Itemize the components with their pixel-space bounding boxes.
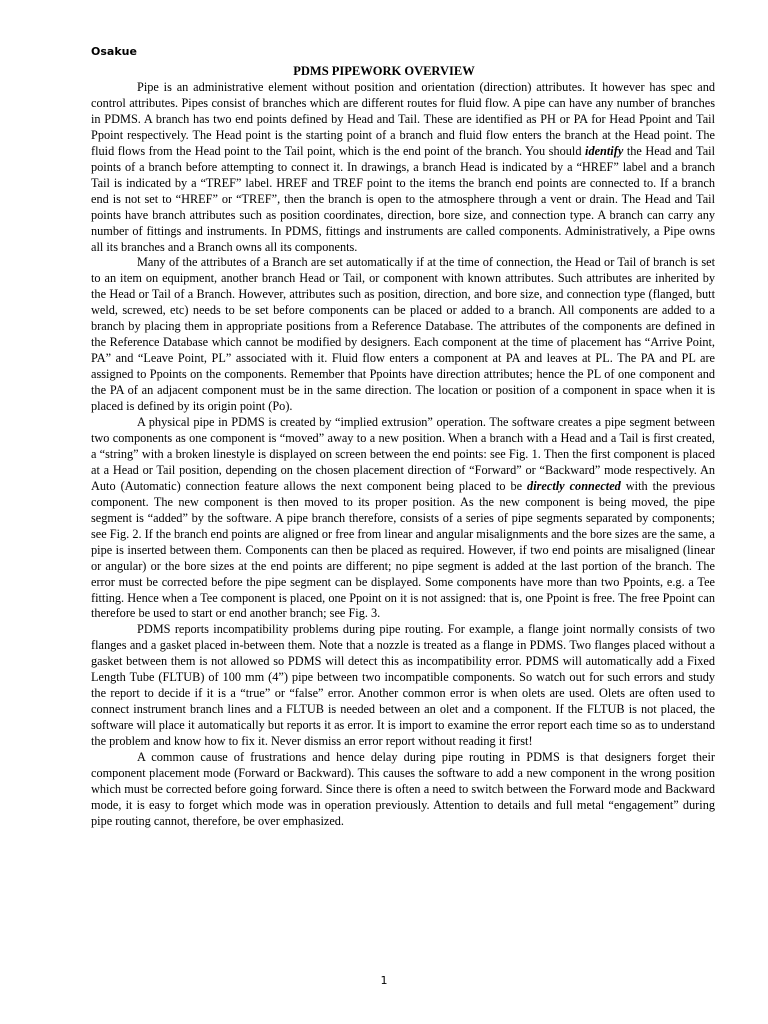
paragraph-5: A common cause of frustrations and hence delay during pipe routing in PDMS is that designers forget their component placement mode (Forward or Backward). This causes the software to add a new component in the wrong position which must be corrected before going forward. Since there is often a need to switch between the Forward mode and Backward mode, it is easy to forget which mode was in operation previously. Attention to details and full metal “engagement” during pipe routing cannot, therefore, be over emphasized. bbox=[91, 750, 715, 828]
document-body bbox=[91, 80, 715, 830]
page-number: 1 bbox=[380, 974, 388, 987]
emphasis-directly-connected: directly connected bbox=[527, 478, 621, 493]
paragraph-3: A physical pipe in PDMS is created by “implied extrusion” operation. The software creates a pipe segment between two components as one component is “moved” away to a new position. When a branch with a Head and a Tail is first created, a “string” with a broken linestyle is displayed on screen between the end points: see Fig. 1. Then the first component is placed at a Head or Tail position, depending on the chosen placement direction of “Forward” or “Backward” mode respectively. An Auto (Automatic) connection feature allows the next component being placed to be directly connected with the previous component. The new component is then moved to its proper position. As the new component is being moved, the pipe segment is “added” by the software. A pipe branch therefore, consists of a series of pipe segments separated by components; see Fig. 2. If the branch end points are aligned or free from linear and angular misalignments and the bore sizes are the same, a pipe is inserted between them. Components can then be placed as required. However, if two end points are misaligned (linear or angular) or the bore sizes at the end points are different; no pipe segment is added at the last portion of the branch. The error must be corrected before the pipe segment can be displayed. Some components have more than two Ppoints, e.g. a Tee fitting. Hence when a Tee component is placed, one Ppoint on it is not assigned: that is, one Ppoint is free. The free Ppoint can therefore be used to start or end another branch; see Fig. 3. bbox=[91, 415, 715, 621]
emphasis-identify: identify bbox=[585, 143, 624, 158]
paragraph-1: Pipe is an administrative element without position and orientation (direction) attributes. It however has spec and control attributes. Pipes consist of branches which are different routes for fluid flow. A pipe can have any number of branches in PDMS. A branch has two end points defined by Head and Tail. These are identified as PH or PA for Head Ppoint and Tail Ppoint respectively. The Head point is the starting point of a branch and fluid flow enters the branch at the Head point. The fluid flows from the Head point to the Tail point, which is the end point of the branch. You should identify the Head and Tail points of a branch before attempting to connect it. In drawings, a branch Head is indicated by a “HREF” label and a branch Tail is indicated by a “TREF” label. HREF and TREF point to the items the branch end points are connected to. If a branch end is not set to “HREF” or “TREF”, then the branch is open to the atmosphere through a vent or drain. The Head and Tail points have branch attributes such as position coordinates, direction, bore size, and connection type. A branch can carry any number of fittings and instruments. In PDMS, fittings and instruments are called components. Administratively, a Pipe owns all its branches and a Branch owns all its components. bbox=[91, 80, 715, 254]
paragraph-4: PDMS reports incompatibility problems during pipe routing. For example, a flange joint normally consists of two flanges and a gasket placed in-between them. Note that a nozzle is treated as a flange in PDMS. Two flanges placed without a gasket between them is not allowed so PDMS will detect this as incompatibility error. PDMS will automatically add a Fixed Length Tube (FLTUB) of 100 mm (4”) pipe between two incompatible components. So watch out for such errors and study the report to decide if it is a “true” or “false” error. Another common error is when olets are used. Olets are often used to connect instrument branch lines and a FLTUB is needed between an olet and a component. If the FLTUB is not placed, the software will place it automatically but reports it as error. It is import to examine the error report each time so as to understand the problem and know how to fix it. Never dismiss an error report without reading it first! bbox=[91, 622, 715, 749]
paragraph-2: Many of the attributes of a Branch are set automatically if at the time of connection, the Head or Tail of branch is set to an item on equipment, another branch Head or Tail, or component with known attributes. Such attributes are inherited by the Head or Tail of a Branch. However, attributes such as position, direction, and bore size, and connection type (flanged, butt weld, screwed, etc) needs to be set before components can be placed or added to a branch. All components are added to a branch by placing them in appropriate positions from a Reference Database. The attributes of the components are defined in the Reference Database which cannot be modified by designers. Each component at the time of placement has “Arrive Point, PA” and “Leave Point, PL” associated with it. Fluid flow enters a component at PA and leaves at PL. The PA and PL are assigned to Ppoints on the components. Remember that Ppoints have direction attributes; hence the PL of one component and the PA of an adjacent component must be in the same direction. The location or position of a component in space when it is placed is defined by its origin point (Po). bbox=[91, 255, 715, 414]
document-title: PDMS PIPEWORK OVERVIEW bbox=[293, 64, 475, 78]
header-author: Osakue bbox=[91, 45, 137, 58]
